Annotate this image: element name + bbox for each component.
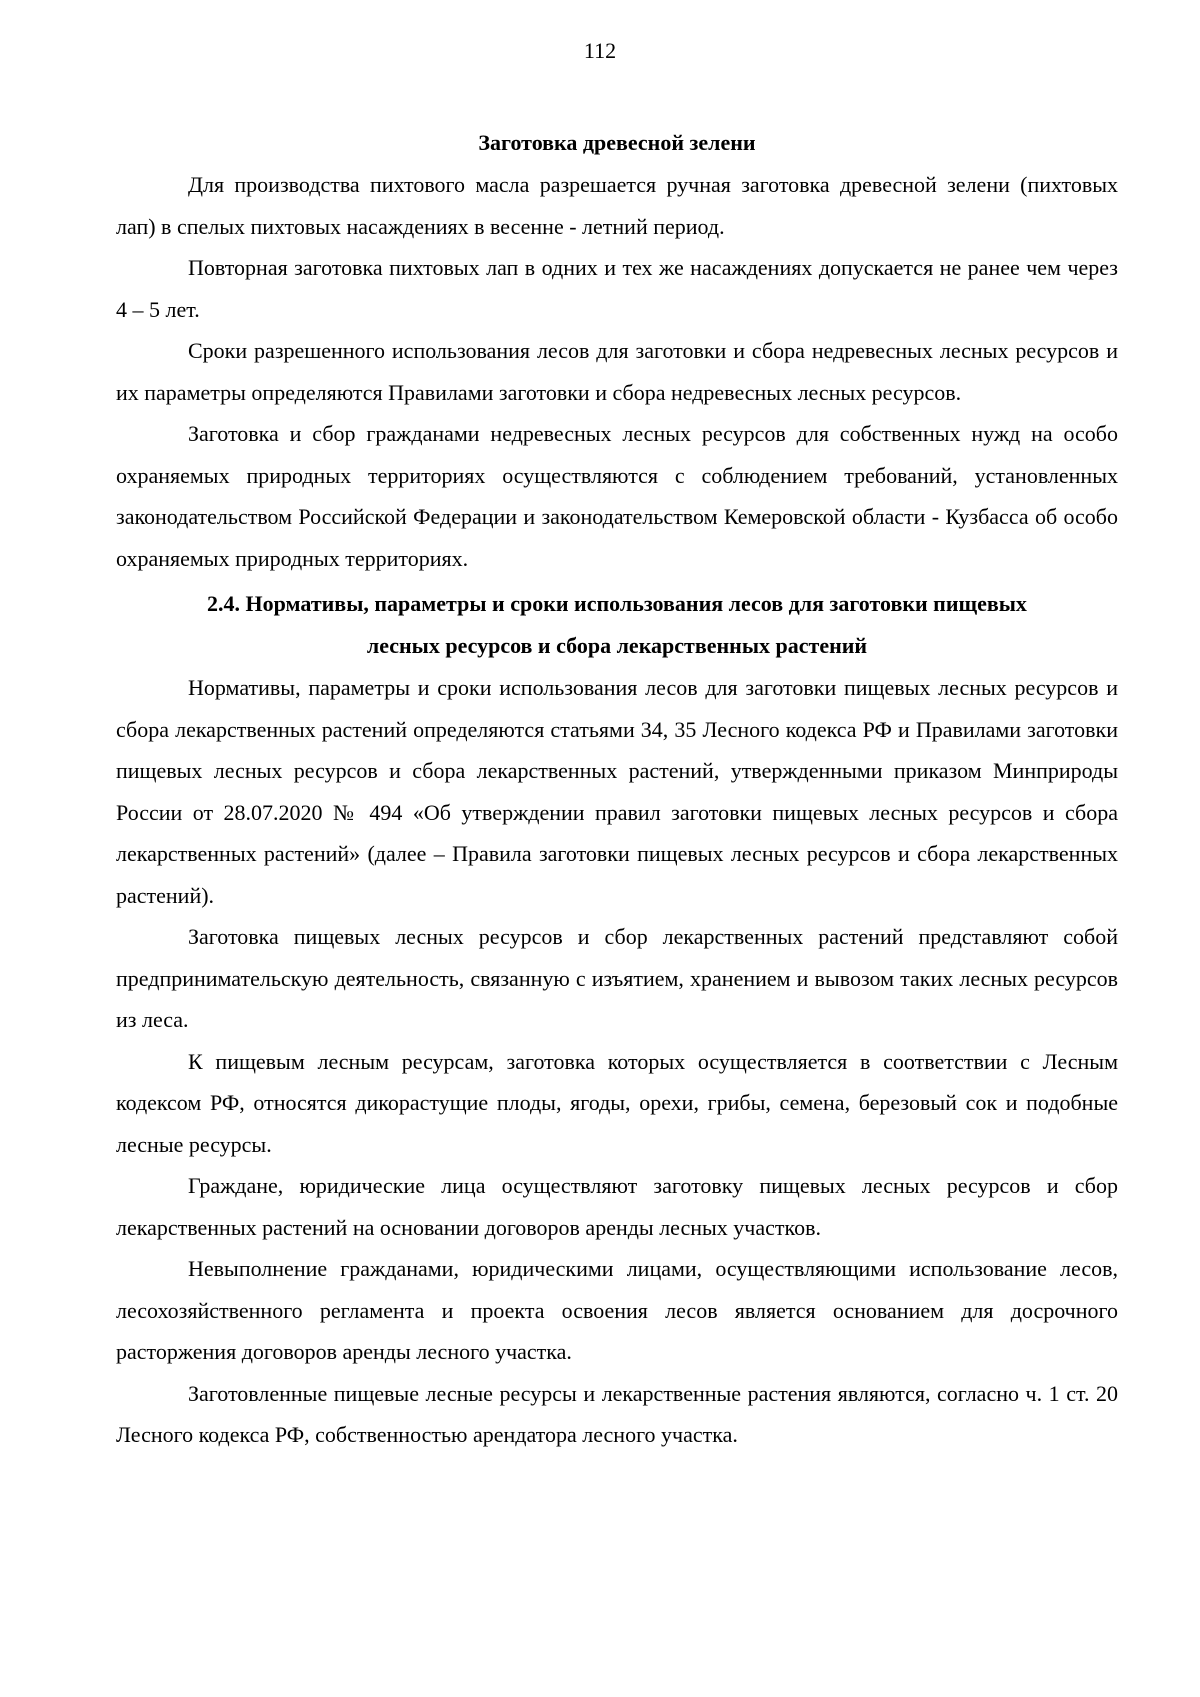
paragraph: Сроки разрешенного использования лесов для заготовки и сбора недревесных лесных ресурсов и их параметры определяются Правилами заготовки и сбора недревесных лесных ресурсов.: [116, 338, 1118, 405]
paragraph: Повторная заготовка пихтовых лап в одних и тех же насаждениях допускается не ранее чем через 4 – 5 лет.: [116, 255, 1118, 322]
page-number: 112: [583, 38, 617, 63]
paragraph: Для производства пихтового масла разрешается ручная заготовка древесной зелени (пихтовых лап) в спелых пихтовых насаждениях в весенне - летний период.: [116, 172, 1118, 239]
paragraph: Заготовленные пищевые лесные ресурсы и лекарственные растения являются, согласно ч. 1 ст. 20 Лесного кодекса РФ, собственностью арендатора лесного участка.: [116, 1380, 1118, 1447]
paragraph: Невыполнение гражданами, юридическими лицами, осуществляющими использование лесов, лесохозяйственного регламента и проекта освоения лесов является основанием для досрочного расторжения договоров аренды лесного участка.: [116, 1256, 1118, 1364]
section-heading-2-4-line1: 2.4. Нормативы, параметры и сроки использования лесов для заготовки пищевых: [207, 591, 1027, 616]
paragraph: Нормативы, параметры и сроки использования лесов для заготовки пищевых лесных ресурсов и сбора лекарственных растений определяются статьями 34, 35 Лесного кодекса РФ и Правилами заготовки пищевых лесных ресурсов и сбора лекарственных растений, утвержденными приказом Минприроды России от 28.07.2020 № 494 «Об утверждении правил заготовки пищевых лесных ресурсов и сбора лекарственных растений» (далее – Правила заготовки пищевых лесных ресурсов и сбора лекарственных растений).: [116, 675, 1118, 908]
paragraph: Заготовка и сбор гражданами недревесных лесных ресурсов для собственных нужд на особо охраняемых природных территориях осуществляются с соблюдением требований, установленных законодательством Российской Федерации и законодательством Кемеровской области - Кузбасса об особо охраняемых природных территориях.: [116, 421, 1118, 571]
paragraph: Граждане, юридические лица осуществляют заготовку пищевых лесных ресурсов и сбор лекарственных растений на основании договоров аренды лесных участков.: [116, 1173, 1118, 1240]
paragraph: Заготовка пищевых лесных ресурсов и сбор лекарственных растений представляют собой предпринимательскую деятельность, связанную с изъятием, хранением и вывозом таких лесных ресурсов из леса.: [116, 924, 1118, 1032]
section-heading-2-4-line2: лесных ресурсов и сбора лекарственных растений: [366, 633, 868, 658]
paragraph: К пищевым лесным ресурсам, заготовка которых осуществляется в соответствии с Лесным кодексом РФ, относятся дикорастущие плоды, ягоды, орехи, грибы, семена, березовый сок и подобные лесные ресурсы.: [116, 1048, 1118, 1157]
document-body: [116, 122, 1118, 1456]
section-heading-wood-greens: Заготовка древесной зелени: [478, 130, 756, 155]
